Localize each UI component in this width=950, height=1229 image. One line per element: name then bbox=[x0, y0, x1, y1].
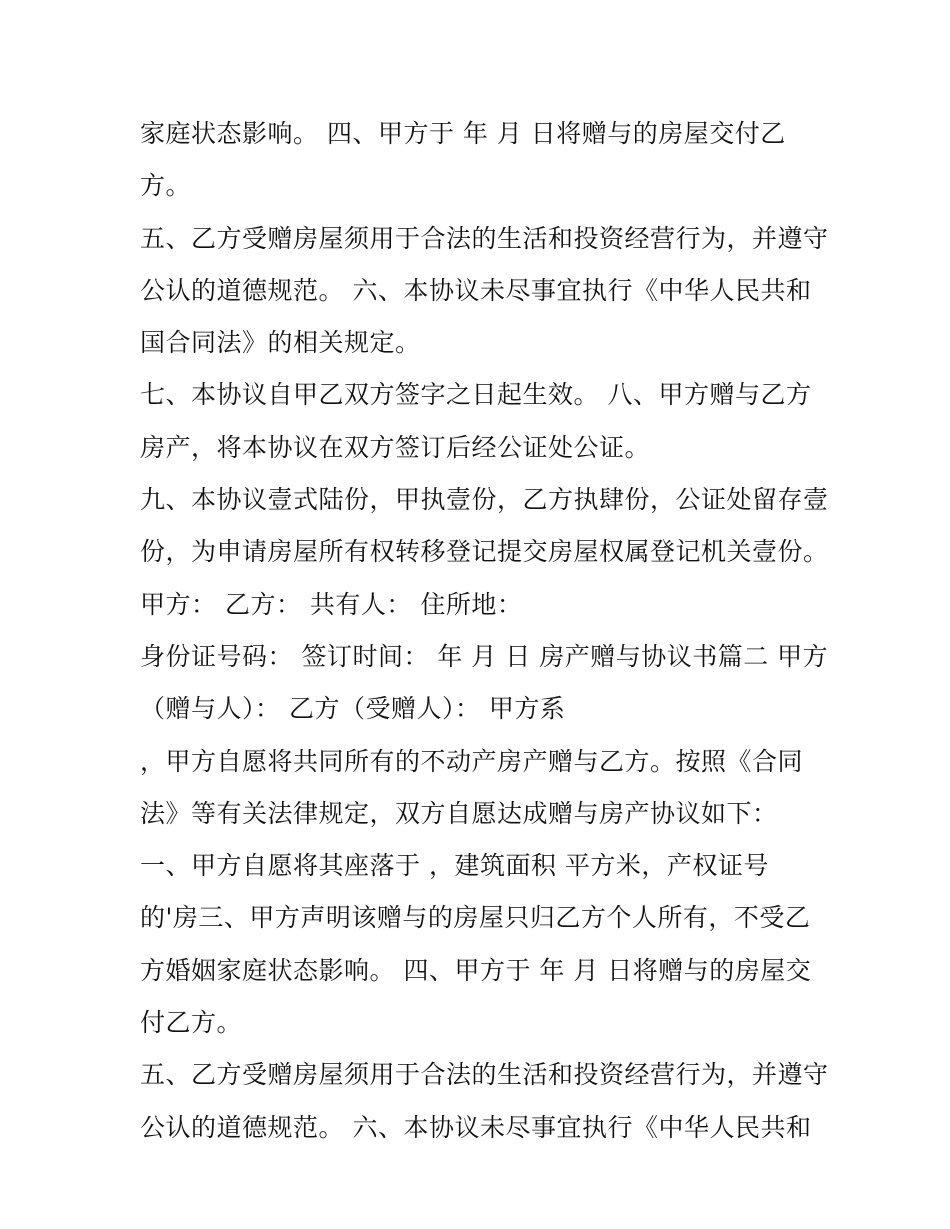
text-line: 法》等有关法律规定，双方自愿达成赠与房产协议如下： bbox=[140, 798, 778, 828]
text-line: 身份证号码： 签订时间： 年 月 日 房产赠与协议书篇二 甲方 bbox=[140, 641, 829, 671]
text-line: 公认的道德规范。 六、本协议未尽事宜执行《中华人民共和 bbox=[140, 1112, 812, 1142]
text-line: 付乙方。 bbox=[140, 1008, 243, 1038]
text-line: 国合同法》的相关规定。 bbox=[140, 328, 421, 358]
text-line: 方。 bbox=[140, 171, 192, 201]
text-line: 甲方： 乙方： 共有人： 住所地： bbox=[140, 589, 523, 619]
text-line: 房产，将本协议在双方签订后经公证处公证。 bbox=[140, 432, 651, 462]
text-line: ，甲方自愿将共同所有的不动产房产赠与乙方。按照《合同 bbox=[140, 746, 804, 776]
text-line: 一、甲方自愿将其座落于 ，建筑面积 平方米，产权证号 bbox=[140, 851, 769, 881]
text-line: 份，为申请房屋所有权转移登记提交房屋权属登记机关壹份。 bbox=[140, 537, 829, 567]
text-line: 公认的道德规范。 六、本协议未尽事宜执行《中华人民共和 bbox=[140, 275, 812, 305]
text-line: 五、乙方受赠房屋须用于合法的生活和投资经营行为，并遵守 bbox=[140, 1060, 829, 1090]
text-line: 的'房三、甲方声明该赠与的房屋只归乙方个人所有，不受乙 bbox=[140, 903, 811, 933]
text-line: 九、本协议壹式陆份，甲执壹份，乙方执肆份，公证处留存壹 bbox=[140, 485, 829, 515]
text-line: 五、乙方受赠房屋须用于合法的生活和投资经营行为，并遵守 bbox=[140, 223, 829, 253]
text-line: （赠与人）： 乙方（受赠人）： 甲方系 bbox=[140, 694, 566, 724]
text-line: 家庭状态影响。 四、甲方于 年 月 日将赠与的房屋交付乙 bbox=[140, 119, 786, 148]
text-line: 七、本协议自甲乙双方签字之日起生效。 八、甲方赠与乙方 bbox=[140, 380, 812, 410]
document-body bbox=[140, 108, 830, 1154]
text-line: 方婚姻家庭状态影响。 四、甲方于 年 月 日将赠与的房屋交 bbox=[140, 955, 812, 985]
